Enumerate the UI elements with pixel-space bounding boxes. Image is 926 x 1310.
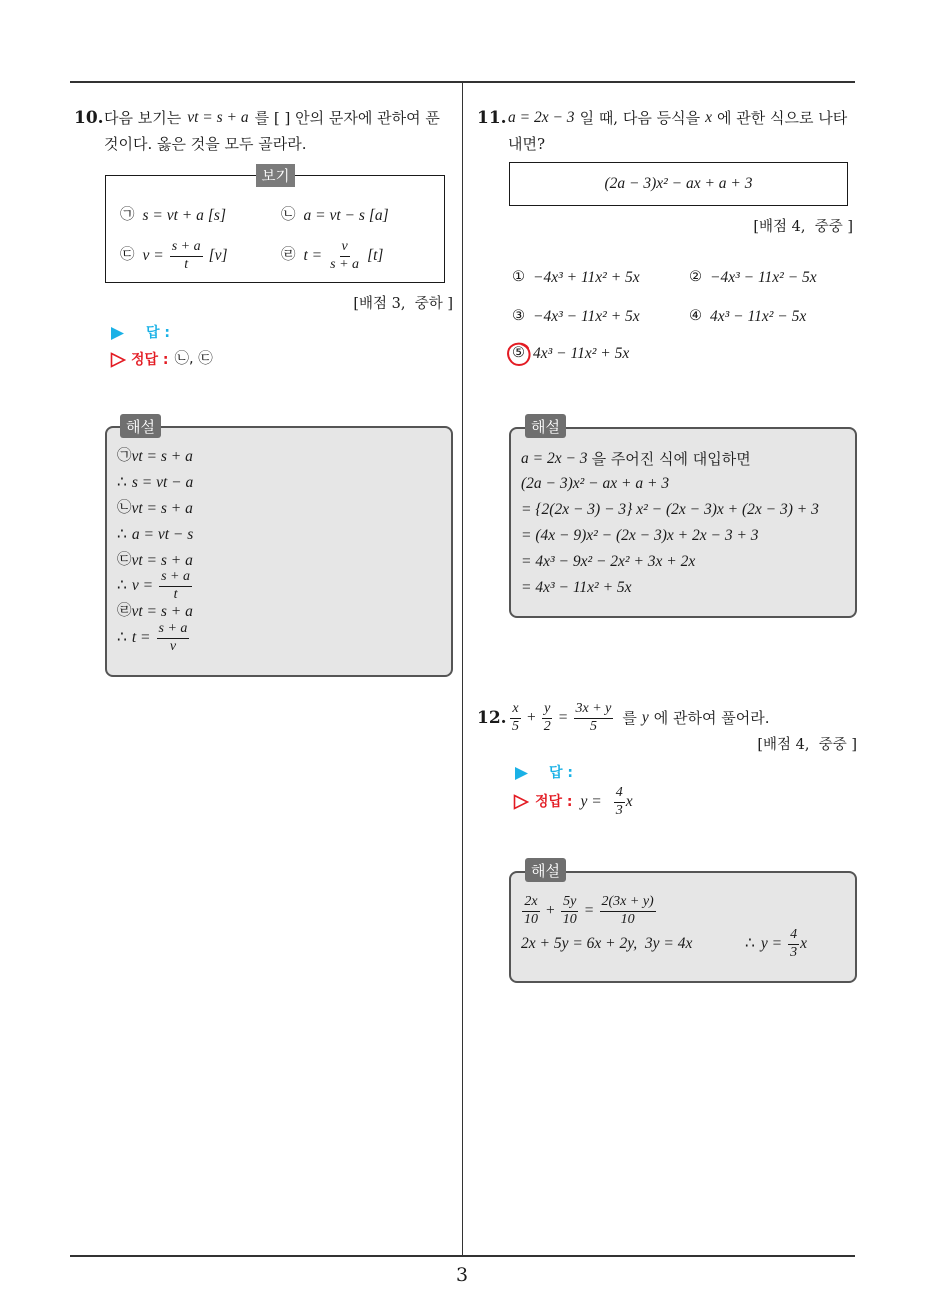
- q11-prompt-line1: [508, 107, 847, 129]
- q10-correct-line: [131, 350, 213, 370]
- q11-prompt-variable: x: [705, 108, 712, 126]
- q10-choice-item: [281, 205, 389, 227]
- q11-choice-4[interactable]: [689, 307, 806, 327]
- fraction-denominator: 3: [790, 944, 798, 960]
- q12-prompt: [507, 700, 770, 736]
- q12-answer-line: [549, 763, 573, 783]
- therefore-symbol: ∴: [117, 576, 127, 594]
- target-variable: [v]: [208, 246, 228, 264]
- q11-number: 11.: [477, 108, 507, 128]
- item-mark: ㉣: [281, 247, 296, 264]
- math-lhs: y =: [760, 934, 783, 952]
- math-expression: (2a − 3)x² − ax + a + 3: [604, 175, 753, 192]
- q10-explanation-label: 해설: [120, 414, 161, 438]
- therefore-symbol: ∴: [117, 473, 127, 491]
- math-variable: x: [800, 934, 807, 952]
- math-expression: 2x + 5y = 6x + 2y, 3y = 4x: [521, 934, 693, 952]
- selected-answer-circle: [504, 339, 534, 369]
- q10-explanation-line: [117, 570, 195, 602]
- q12-prompt-variable: y: [641, 708, 649, 726]
- q10-answer-line: [146, 323, 170, 343]
- q12-correct-line: [535, 786, 633, 818]
- q10-explanation-line: [117, 447, 193, 467]
- target-variable: [s]: [207, 206, 226, 224]
- math-expression: a = vt − s: [131, 525, 194, 543]
- fraction-denominator: 5: [512, 718, 519, 734]
- math-expression: vt = s + a: [131, 551, 193, 569]
- q10-explanation-line: [117, 551, 193, 571]
- math-expression: a = vt − s: [303, 206, 365, 224]
- fraction: [600, 895, 656, 927]
- q11-prompt-text: 일 때, 다음 등식을: [579, 109, 701, 127]
- math-expression: = {2(2x − 3) − 3} x² − (2x − 3)x + (2x − 3) + 3: [521, 500, 819, 518]
- math-expression: (2a − 3)x² − ax + a + 3: [521, 474, 670, 492]
- q10-prompt-line2: [104, 133, 307, 155]
- fraction-numerator: 5y: [561, 895, 578, 912]
- item-mark: ㉢: [117, 552, 132, 569]
- q10-choices-box-label: 보기: [256, 164, 295, 187]
- fraction: [788, 928, 799, 960]
- fraction: [159, 570, 192, 602]
- fraction-denominator: 5: [589, 718, 597, 734]
- column-divider: [462, 82, 463, 1256]
- q10-choice-item: [281, 240, 383, 272]
- fraction: [170, 240, 203, 272]
- choice-number: ②: [689, 269, 702, 286]
- q12-score: [배점 4, 중중 ]: [757, 737, 857, 753]
- fraction: [510, 702, 521, 734]
- math-expression: vt = s + a: [131, 499, 193, 517]
- outline-triangle-icon: [110, 352, 126, 368]
- fraction-numerator: s + a: [159, 570, 192, 587]
- item-mark: ㉣: [117, 603, 132, 620]
- math-expression: vt = s + a: [131, 447, 193, 465]
- q10-prompt-text: 를 [ ] 안의 문자에 관하여 푼: [254, 109, 440, 127]
- correct-answer-label: 정답 :: [535, 793, 573, 810]
- q10-number: 10.: [74, 108, 104, 128]
- choice-expression: −4x³ − 11x² − 5x: [710, 268, 817, 286]
- q10-explanation-line: [117, 602, 193, 622]
- choice-expression: −4x³ − 11x² + 5x: [533, 307, 640, 325]
- fraction: [614, 786, 625, 818]
- fraction-numerator: y: [542, 702, 552, 719]
- explanation-text: 을 주어진 식에 대입하면: [591, 450, 751, 468]
- fraction-numerator: 2x: [522, 895, 539, 912]
- q11-prompt-text: 에 관한 식으로 나타: [716, 109, 848, 127]
- q10-choice-item: [120, 205, 226, 227]
- fraction: [574, 702, 614, 734]
- choice-expression: 4x³ − 11x² − 5x: [710, 307, 807, 325]
- fraction-numerator: 3x + y: [574, 702, 614, 719]
- q10-explanation-line: [117, 525, 193, 545]
- choice-expression: −4x³ + 11x² + 5x: [533, 268, 640, 286]
- fraction-numerator: x: [510, 702, 520, 719]
- q11-explanation-line: [521, 526, 759, 546]
- therefore-symbol: ∴: [745, 934, 755, 952]
- q11-choice-1[interactable]: [512, 268, 640, 288]
- fraction-numerator: s + a: [157, 622, 190, 639]
- q11-prompt-text: 내면?: [508, 135, 546, 153]
- q10-explanation-line: [117, 622, 192, 654]
- math-expression: = 4x³ − 11x² + 5x: [521, 578, 632, 596]
- correct-answer-value: ㉡, ㉢: [174, 351, 213, 368]
- equals-sign: =: [584, 901, 594, 919]
- q11-explanation-line: [521, 449, 751, 469]
- item-mark: ㉠: [120, 207, 135, 224]
- q11-explanation-line: [521, 552, 695, 572]
- item-mark: ㉡: [281, 207, 296, 224]
- q10-explanation-line: [117, 499, 193, 519]
- q10-prompt-text: 다음 보기는: [104, 109, 182, 127]
- fraction-numerator: 2(3x + y): [600, 895, 656, 912]
- answer-label: 답 :: [146, 324, 170, 341]
- math-lhs: v =: [142, 246, 164, 264]
- q12-explanation-conclusion: [745, 928, 807, 960]
- fraction-numerator: s + a: [170, 240, 203, 257]
- filled-triangle-icon: [110, 326, 125, 341]
- math-lhs: t =: [131, 628, 151, 646]
- q10-score: [배점 3, 중하 ]: [353, 296, 453, 312]
- plus-sign: +: [527, 708, 536, 726]
- filled-triangle-icon: [514, 766, 529, 781]
- fraction-denominator: 2: [543, 718, 551, 734]
- page-number: 3: [455, 1264, 469, 1286]
- math-expression: vt = s + a: [131, 602, 193, 620]
- fraction-denominator: s + a: [330, 256, 360, 272]
- q11-expression-box: [509, 162, 848, 206]
- item-mark: ㉢: [120, 247, 135, 264]
- q11-choice-3[interactable]: [512, 307, 640, 327]
- therefore-symbol: ∴: [117, 525, 127, 543]
- fraction: [157, 622, 190, 654]
- fraction-denominator: t: [173, 586, 178, 602]
- fraction: [542, 702, 553, 734]
- math-expression: = (4x − 9)x² − (2x − 3)x + 2x − 3 + 3: [521, 526, 759, 544]
- fraction-numerator: v: [340, 240, 350, 257]
- q11-prompt-equation: a = 2x − 3: [508, 108, 575, 126]
- q10-prompt-line1: [104, 107, 440, 129]
- math-expression: a = 2x − 3: [521, 449, 588, 467]
- target-variable: [t]: [367, 246, 384, 264]
- item-mark: ㉠: [117, 448, 132, 465]
- q11-explanation-line: [521, 474, 669, 494]
- fraction-numerator: 4: [788, 928, 799, 945]
- q10-explanation-line: [117, 473, 193, 493]
- fraction-denominator: t: [184, 256, 189, 272]
- math-variable: x: [625, 792, 633, 810]
- math-lhs: t =: [303, 246, 323, 264]
- fraction-numerator: 4: [614, 786, 625, 803]
- choice-number: ③: [512, 308, 525, 325]
- q11-explanation-line: [521, 578, 632, 598]
- answer-label: 답 :: [549, 764, 573, 781]
- plus-sign: +: [546, 901, 555, 919]
- math-expression: s = vt + a: [142, 206, 204, 224]
- fraction-denominator: 10: [524, 911, 538, 927]
- math-lhs: y =: [580, 792, 602, 810]
- therefore-symbol: ∴: [117, 628, 127, 646]
- fraction: [522, 895, 540, 927]
- choice-number: ④: [689, 308, 702, 325]
- fraction: [561, 895, 579, 927]
- math-expression: = 4x³ − 9x² − 2x² + 3x + 2x: [521, 552, 696, 570]
- fraction: [328, 240, 361, 272]
- equals-sign: =: [558, 708, 568, 726]
- target-variable: [a]: [368, 206, 389, 224]
- choice-expression: 4x³ − 11x² + 5x: [533, 344, 630, 362]
- q11-explanation-label: 해설: [525, 414, 566, 438]
- q11-explanation-line: [521, 500, 819, 520]
- q11-choice-2[interactable]: [689, 268, 817, 288]
- q12-explanation-label: 해설: [525, 858, 566, 882]
- fraction-denominator: 10: [562, 911, 577, 927]
- math-lhs: v =: [131, 576, 154, 594]
- fraction-denominator: v: [169, 638, 177, 654]
- item-mark: ㉡: [117, 500, 132, 517]
- q12-number: 12.: [477, 708, 507, 728]
- q12-explanation-line: [521, 928, 692, 960]
- q10-choice-item: [120, 240, 228, 272]
- math-expression: s = vt − a: [131, 473, 194, 491]
- q12-prompt-text: 에 관하여 풀어라.: [653, 709, 770, 727]
- q11-score: [배점 4, 중중 ]: [753, 219, 853, 235]
- q12-prompt-text: 를: [622, 709, 637, 727]
- fraction-denominator: 10: [620, 911, 635, 927]
- q10-prompt-text: 것이다. 옳은 것을 모두 골라라.: [104, 135, 307, 153]
- choice-number: ①: [512, 269, 525, 286]
- footer-rule: [70, 1255, 855, 1257]
- q12-explanation-line: [519, 894, 659, 928]
- q10-prompt-equation: vt = s + a: [187, 108, 249, 126]
- fraction-denominator: 3: [615, 802, 623, 818]
- q11-prompt-line2: [508, 133, 545, 155]
- choice-number: ⑤: [512, 345, 525, 362]
- correct-answer-label: 정답 :: [131, 351, 169, 368]
- outline-triangle-icon: [513, 794, 529, 810]
